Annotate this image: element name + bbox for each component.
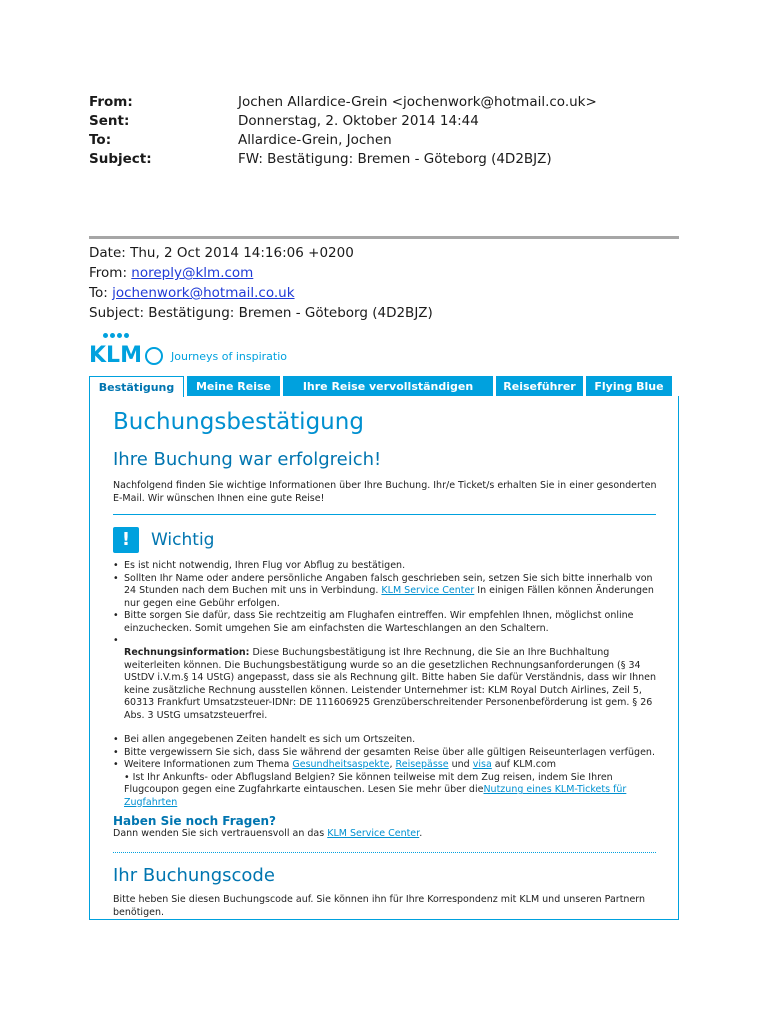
subject-value: FW: Bestätigung: Bremen - Göteborg (4D2BJZ): [238, 151, 552, 167]
visa-link[interactable]: visa: [472, 759, 492, 770]
invoice-label: Rechnungsinformation:: [124, 647, 250, 658]
service-center-link[interactable]: KLM Service Center: [381, 585, 475, 596]
subject-label: Subject:: [89, 151, 152, 167]
section-divider: [113, 514, 656, 515]
fwd-from-row: [89, 263, 433, 283]
questions-pre: Dann wenden Sie sich vertrauensvoll an das: [113, 828, 328, 839]
success-heading: Ihre Buchung war erfolgreich!: [113, 449, 382, 470]
exclamation-icon: !: [113, 527, 139, 553]
belgium-text: • Ist Ihr Ankunfts- oder Abflugsland Belgien? Sie können teilweise mit dem Zug reisen, indem Sie Ihren Flugcoupon gegen eine Zugfahrkarte eintauschen. Lesen Sie mehr über die: [124, 771, 613, 795]
list-item-text: Weitere Informationen zum Thema: [124, 759, 293, 770]
list-item: • Es ist nicht notwendig, Ihren Flug vor Abflug zu bestätigen.: [113, 560, 658, 573]
dotted-divider: [113, 852, 656, 853]
tab-meine-reise[interactable]: Meine Reise: [187, 376, 280, 396]
train-ticket-link[interactable]: Nutzung eines KLM-Tickets für Zugfahrten: [124, 784, 627, 808]
list-item-text: Sollten Ihr Name oder andere persönliche Angaben falsch geschrieben sein, setzen Sie sich bitte innerhalb von 24 Stunden nach dem Buchen mit uns in Verbindung.: [124, 572, 653, 596]
crown-icon: [103, 333, 129, 338]
tab-reise-vervollstaendigen[interactable]: Ihre Reise vervollständigen: [283, 376, 493, 396]
tab-reisefuehrer[interactable]: Reiseführer: [496, 376, 583, 396]
list-item-text: auf KLM.com: [491, 759, 557, 770]
list-item: [113, 759, 658, 809]
email-header: [89, 93, 597, 169]
page-title: Buchungsbestätigung: [113, 409, 364, 435]
sent-value: Donnerstag, 2. Oktober 2014 14:44: [238, 113, 479, 129]
important-list: [113, 560, 658, 809]
passports-link[interactable]: Reisepässe: [395, 759, 449, 770]
booking-code-text: Bitte heben Sie diesen Buchungscode auf. Sie können ihn für Ihre Korrespondenz mit KLM und unseren Partnern benötigen.: [113, 894, 646, 918]
list-item-text: ,: [389, 759, 396, 770]
forwarded-meta: [89, 243, 433, 323]
list-item: [113, 573, 658, 611]
globe-icon: [145, 347, 163, 365]
list-item-text: In einigen Fällen können Änderungen nur gegen eine Gebühr erfolgen.: [124, 585, 654, 609]
to-label: To:: [89, 132, 112, 148]
questions-service-link[interactable]: KLM Service Center: [327, 828, 420, 839]
sent-label: Sent:: [89, 113, 130, 129]
fwd-date: Date: Thu, 2 Oct 2014 14:16:06 +0200: [89, 245, 354, 261]
tab-bestaetigung[interactable]: Bestätigung: [89, 376, 184, 397]
header-divider: [89, 236, 679, 239]
nav-tabs: [89, 376, 679, 396]
questions-post: .: [419, 828, 423, 839]
list-item: • Bei allen angegebenen Zeiten handelt es sich um Ortszeiten.: [113, 734, 658, 747]
list-item-text: und: [448, 759, 473, 770]
list-item: [113, 635, 658, 722]
klm-tagline: Journeys of inspiratio: [171, 350, 288, 363]
fwd-from-label: From:: [89, 265, 132, 281]
to-value: Allardice-Grein, Jochen: [238, 132, 392, 148]
list-item: • Bitte sorgen Sie dafür, dass Sie rechtzeitig am Flughafen eintreffen. Wir empfehlen Ihnen, möglichst online einzuchecken. Somit umgehen Sie am einfachsten die Warteschlangen an den Schaltern.: [113, 610, 658, 635]
invoice-text: Diese Buchungsbestätigung ist Ihre Rechnung, die Sie an Ihre Buchhaltung weiterleiten können. Die Buchungsbestätigung wurde so an die gesetzlichen Rechnungsanforderungen (§ 34 UStDV i.V.m.§ 14 UStG) angepasst, dass sie als Rechnung gilt. Bitte haben Sie dafür Verständnis, dass wir Ihnen keine zusätzliche Rechnung ausstellen können. Leistender Unternehmer ist: KLM Royal Dutch Airlines, Zeil 5, 60313 Frankfurt Umsatzsteuer-IDNr: DE 111606925 Grenzüberschreitender Personenbeförderung ist gem. § 26 Abs. 3 UStG umsatzsteuerfrei.: [124, 647, 657, 721]
tab-flying-blue[interactable]: Flying Blue: [586, 376, 672, 396]
booking-code-heading: Ihr Buchungscode: [113, 865, 275, 886]
health-link[interactable]: Gesundheitsaspekte: [292, 759, 390, 770]
klm-wordmark: KLM: [89, 343, 142, 368]
from-label: From:: [89, 94, 133, 110]
from-value: Jochen Allardice-Grein <jochenwork@hotmail.co.uk>: [238, 94, 597, 110]
intro-text: Nachfolgend finden Sie wichtige Informationen über Ihre Buchung. Ihr/e Ticket/s erhalten Sie in einer gesonderten E-Mail. Wir wünschen Ihnen eine gute Reise!: [113, 480, 657, 504]
list-item: • Bitte vergewissern Sie sich, dass Sie während der gesamten Reise über alle gültigen Reiseunterlagen verfügen.: [113, 747, 658, 760]
questions-text: [113, 828, 658, 841]
fwd-subject: Subject: Bestätigung: Bremen - Göteborg (4D2BJZ): [89, 305, 433, 321]
questions-heading: Haben Sie noch Fragen?: [113, 814, 276, 828]
important-heading: Wichtig: [151, 530, 215, 550]
fwd-to-label: To:: [89, 285, 113, 301]
fwd-to-row: [89, 283, 433, 303]
fwd-to-link[interactable]: jochenwork@hotmail.co.uk: [112, 285, 295, 301]
fwd-from-link[interactable]: noreply@klm.com: [131, 265, 254, 281]
